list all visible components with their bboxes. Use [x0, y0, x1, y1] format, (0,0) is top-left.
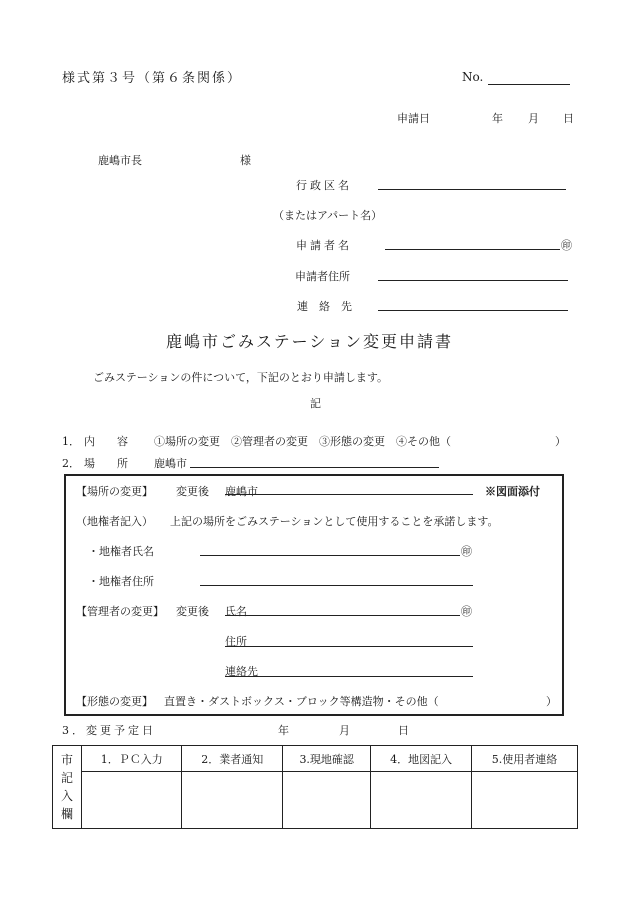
landowner-address-field[interactable]: [200, 585, 473, 586]
office-use-table: [52, 745, 578, 829]
item2-location-field[interactable]: [190, 467, 439, 468]
form-change-options: 直置き・ダストボックス・ブロック等構造物・その他（: [164, 695, 439, 708]
item2-label: 場 所: [84, 457, 128, 470]
application-date-label: 申請日: [397, 112, 430, 125]
office-label-char: 欄: [60, 807, 73, 821]
contact-label: 連 絡 先: [297, 300, 352, 313]
scheduled-change-date-label: 3．変更予定日: [62, 724, 156, 737]
manager-address-label: 住所: [225, 635, 247, 648]
applicant-address-field[interactable]: [378, 280, 568, 281]
item1-label: 内 容: [84, 435, 128, 448]
applicant-name-field[interactable]: [385, 249, 560, 250]
manager-seal-mark: ㊞: [461, 605, 472, 618]
item2-city: 鹿嶋市: [154, 457, 187, 470]
district-label: 行政区名: [296, 179, 352, 192]
office-column-header: 3.現地確認: [282, 746, 371, 772]
location-after-field[interactable]: [225, 494, 473, 495]
office-column-header: 5.使用者連絡: [471, 746, 577, 772]
addressee-name: 鹿嶋市長: [98, 154, 142, 167]
applicant-name-label: 申請者名: [296, 239, 352, 252]
landowner-name-field[interactable]: [200, 555, 460, 556]
landowner-name-label: ・地権者氏名: [88, 545, 154, 558]
change-details-box: [64, 474, 564, 716]
manager-change-heading: 【管理者の変更】: [76, 605, 164, 618]
office-entry-cell[interactable]: [182, 772, 282, 829]
office-label-char: 入: [60, 789, 73, 803]
office-column-header: 2．業者通知: [182, 746, 282, 772]
office-column-header: 4．地図記入: [371, 746, 471, 772]
item1-options: ①場所の変更 ②管理者の変更 ③形態の変更 ④その他（: [154, 435, 451, 448]
map-attachment-note: ※図面添付: [485, 485, 540, 498]
manager-contact-label: 連絡先: [225, 665, 258, 678]
application-month-label: 月: [528, 112, 539, 125]
ki-label: 記: [310, 397, 321, 410]
apartment-label: （またはアパート名）: [273, 209, 383, 222]
office-label-char: 市: [60, 753, 73, 767]
manager-name-label: 氏名: [225, 605, 247, 618]
manager-after-label: 変更後: [176, 605, 209, 618]
manager-name-field[interactable]: [225, 615, 460, 616]
office-column-header: 1．ＰＣ入力: [82, 746, 182, 772]
office-entry-cell[interactable]: [371, 772, 471, 829]
no-label: No.: [462, 70, 484, 84]
applicant-seal-mark: ㊞: [561, 239, 572, 252]
scheduled-day-label: 日: [398, 724, 409, 737]
manager-address-field[interactable]: [225, 646, 473, 647]
contact-field[interactable]: [378, 310, 568, 311]
form-change-close-paren: ）: [546, 695, 557, 708]
office-label-char: 記: [60, 771, 73, 785]
addressee-honorific: 様: [240, 154, 251, 167]
form-number: 様式第３号（第６条関係）: [62, 71, 243, 86]
item1-number: 1．: [62, 435, 80, 448]
office-entry-cell[interactable]: [82, 772, 182, 829]
office-entry-cell[interactable]: [282, 772, 371, 829]
landowner-entry-label: （地権者記入）: [76, 515, 153, 528]
application-year-label: 年: [492, 112, 503, 125]
consent-text: 上記の場所をごみステーションとして使用することを承諾します。: [170, 515, 499, 528]
office-use-vertical-label: [53, 746, 82, 829]
office-entry-cell[interactable]: [471, 772, 577, 829]
landowner-seal-mark: ㊞: [461, 545, 472, 558]
district-field[interactable]: [378, 189, 566, 190]
document-title: 鹿嶋市ごみステーション変更申請書: [166, 332, 454, 351]
location-change-heading: 【場所の変更】: [76, 485, 153, 498]
scheduled-month-label: 月: [339, 724, 350, 737]
no-field[interactable]: [488, 84, 570, 85]
scheduled-year-label: 年: [278, 724, 289, 737]
intro-text: ごみステーションの件について，下記のとおり申請します。: [93, 371, 389, 384]
application-day-label: 日: [563, 112, 574, 125]
form-change-heading: 【形態の変更】: [76, 695, 153, 708]
item2-number: 2．: [62, 457, 80, 470]
manager-contact-field[interactable]: [225, 676, 473, 677]
landowner-address-label: ・地権者住所: [88, 575, 154, 588]
item1-close-paren: ）: [555, 435, 566, 448]
location-city: 鹿嶋市: [225, 485, 258, 498]
applicant-address-label: 申請者住所: [295, 270, 350, 283]
location-after-label: 変更後: [176, 485, 209, 498]
